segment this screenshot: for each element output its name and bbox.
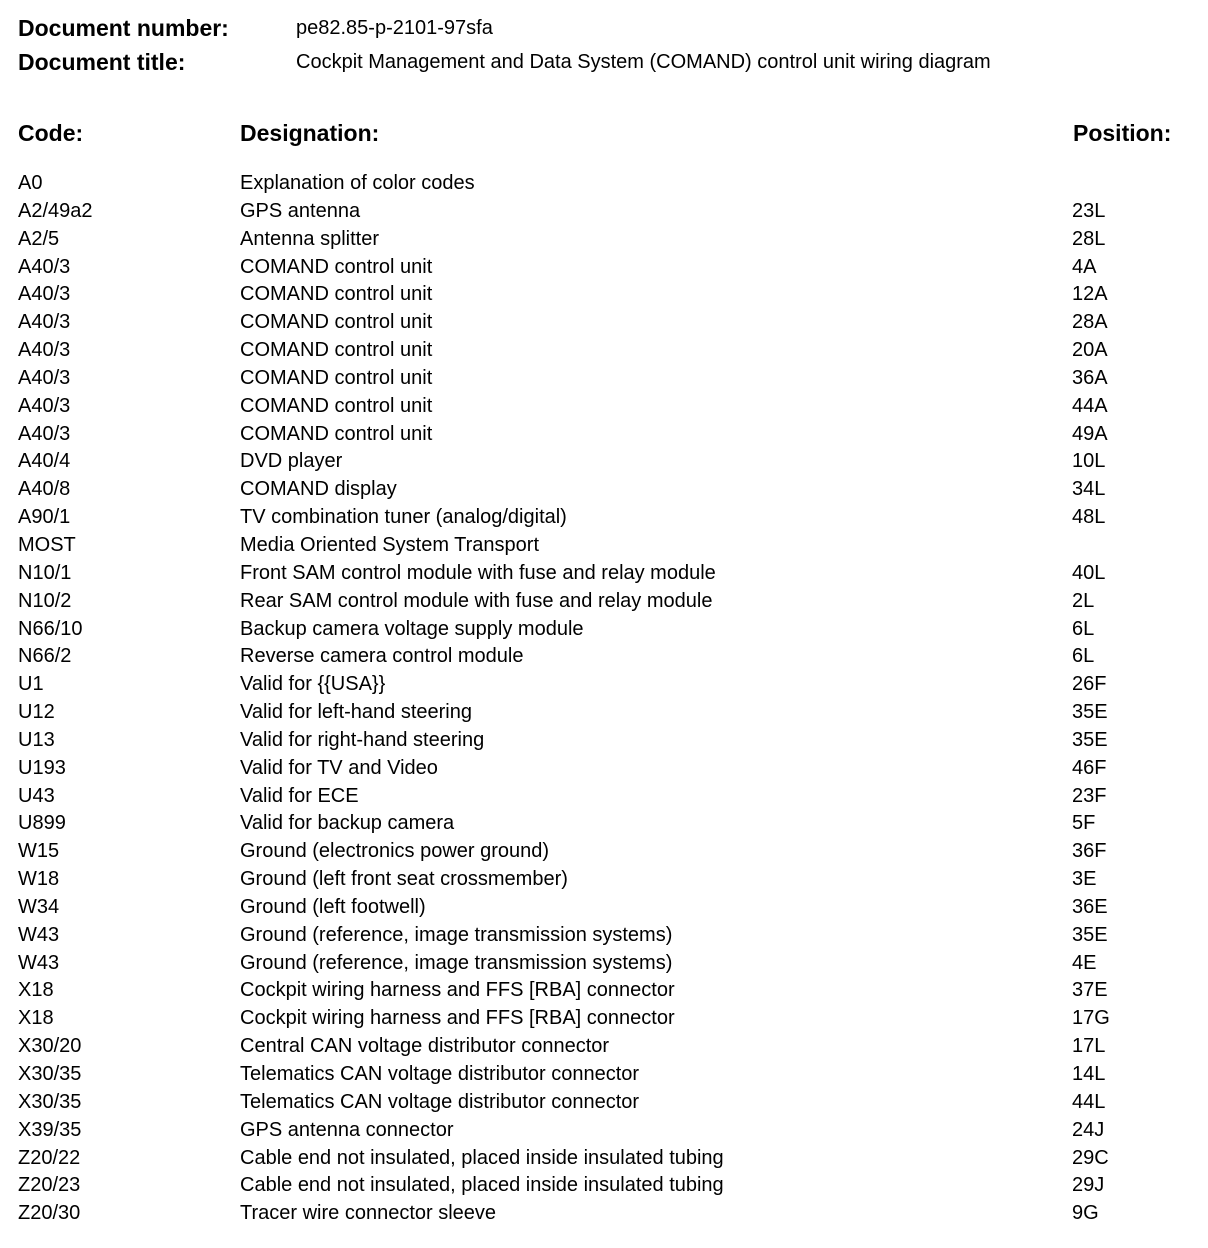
table-row <box>0 560 1208 588</box>
table-row <box>0 476 1208 504</box>
table-row <box>0 810 1208 838</box>
designation-cell: Ground (reference, image transmission systems) <box>240 951 673 974</box>
code-cell: W15 <box>18 840 60 863</box>
code-cell: N10/2 <box>18 589 72 612</box>
code-cell: W18 <box>18 868 60 891</box>
table-row <box>0 226 1208 254</box>
code-cell: A40/3 <box>18 394 71 417</box>
code-cell: A2/5 <box>18 227 60 250</box>
document-title-row <box>18 45 1198 79</box>
position-cell: 14L <box>1072 1063 1106 1085</box>
position-cell: 35E <box>1072 728 1108 751</box>
position-cell: 34L <box>1072 478 1106 501</box>
code-cell: U1 <box>18 673 44 696</box>
designation-cell: COMAND control unit <box>240 255 433 278</box>
designation-cell: Backup camera voltage supply module <box>240 617 584 640</box>
position-cell: 23F <box>1072 784 1107 807</box>
table-row <box>0 866 1208 894</box>
designation-cell: GPS antenna <box>240 199 361 222</box>
position-cell: 29J <box>1072 1174 1105 1197</box>
position-cell: 40L <box>1072 561 1106 584</box>
designation-cell: GPS antenna connector <box>240 1118 454 1141</box>
table-row <box>0 894 1208 922</box>
code-cell: Z20/22 <box>18 1146 81 1169</box>
table-row <box>0 671 1208 699</box>
position-cell: 12A <box>1072 283 1108 306</box>
code-column-header: Code: <box>18 120 84 146</box>
code-cell: U43 <box>18 784 55 807</box>
code-cell: A40/4 <box>18 450 71 473</box>
position-cell: 23L <box>1072 199 1106 222</box>
designation-cell: Valid for {{USA}} <box>240 673 386 696</box>
code-cell: X30/35 <box>18 1063 82 1085</box>
table-row <box>0 699 1208 727</box>
table-row <box>0 1172 1208 1200</box>
designation-cell: Central CAN voltage distributor connector <box>240 1035 610 1058</box>
position-cell: 28L <box>1072 227 1106 250</box>
designation-cell: Valid for backup camera <box>240 812 455 835</box>
table-row <box>0 393 1208 421</box>
position-cell: 26F <box>1072 673 1107 696</box>
table-row <box>0 643 1208 671</box>
designation-cell: Valid for left-hand steering <box>240 701 472 724</box>
designation-cell: COMAND control unit <box>240 366 433 389</box>
designation-cell: Front SAM control module with fuse and relay module <box>240 561 716 584</box>
code-cell: A40/8 <box>18 478 71 501</box>
table-row <box>0 1200 1208 1228</box>
designation-cell: COMAND control unit <box>240 394 433 417</box>
position-cell: 24J <box>1072 1118 1105 1141</box>
position-cell: 49A <box>1072 422 1108 445</box>
position-cell: 4A <box>1072 255 1097 278</box>
position-cell: 20A <box>1072 339 1108 362</box>
table-row <box>0 504 1208 532</box>
table-row <box>0 922 1208 950</box>
code-cell: Z20/30 <box>18 1202 81 1225</box>
code-cell: A40/3 <box>18 255 71 278</box>
designation-cell: Valid for right-hand steering <box>240 728 485 751</box>
table-row <box>0 727 1208 755</box>
table-row <box>0 977 1208 1005</box>
table-row <box>0 170 1208 198</box>
designation-cell: Explanation of color codes <box>240 172 475 194</box>
position-cell: 48L <box>1072 506 1106 529</box>
position-cell: 6L <box>1072 617 1095 640</box>
position-cell: 44A <box>1072 394 1108 417</box>
designation-cell: Antenna splitter <box>240 227 379 250</box>
designation-cell: Valid for ECE <box>240 784 359 807</box>
designation-cell: Cockpit wiring harness and FFS [RBA] connector <box>240 1007 675 1030</box>
code-cell: MOST <box>18 533 76 556</box>
code-cell: X18 <box>18 1007 54 1030</box>
position-cell: 5F <box>1072 812 1096 835</box>
table-row <box>0 1145 1208 1173</box>
code-cell: W43 <box>18 951 60 974</box>
position-cell: 6L <box>1072 645 1095 668</box>
table-row <box>0 616 1208 644</box>
table-row <box>0 1089 1208 1117</box>
designation-cell: COMAND control unit <box>240 311 433 334</box>
code-cell: X39/35 <box>18 1118 82 1141</box>
table-row <box>0 588 1208 616</box>
position-cell: 35E <box>1072 923 1108 946</box>
designation-cell: Ground (reference, image transmission systems) <box>240 923 673 946</box>
document-number-value: pe82.85-p-2101-97sfa <box>296 17 493 39</box>
document-number-label: Document number: <box>18 15 229 41</box>
table-row <box>0 309 1208 337</box>
table-row <box>0 755 1208 783</box>
designation-cell: Valid for TV and Video <box>240 756 438 779</box>
position-cell: 37E <box>1072 979 1108 1002</box>
position-cell: 4E <box>1072 951 1097 974</box>
designation-cell: COMAND control unit <box>240 283 433 306</box>
designation-cell: Ground (left footwell) <box>240 895 426 918</box>
table-row <box>0 532 1208 560</box>
code-cell: A2/49a2 <box>18 199 93 222</box>
designation-cell: Ground (electronics power ground) <box>240 840 550 863</box>
code-cell: A0 <box>18 172 43 194</box>
position-column-header: Position: <box>1073 120 1172 146</box>
code-cell: U13 <box>18 728 55 751</box>
table-row <box>0 365 1208 393</box>
table-row <box>0 950 1208 978</box>
table-row <box>0 838 1208 866</box>
code-cell: W43 <box>18 923 60 946</box>
code-cell: A90/1 <box>18 506 71 529</box>
table-row <box>0 783 1208 811</box>
position-cell: 3E <box>1072 868 1097 891</box>
designation-cell: Reverse camera control module <box>240 645 524 668</box>
designation-cell: Telematics CAN voltage distributor connector <box>240 1063 640 1085</box>
table-row <box>0 1033 1208 1061</box>
code-cell: A40/3 <box>18 339 71 362</box>
component-table <box>0 170 1208 1228</box>
position-cell: 2L <box>1072 589 1095 612</box>
designation-cell: Rear SAM control module with fuse and relay module <box>240 589 713 612</box>
position-cell: 28A <box>1072 311 1108 334</box>
code-cell: U193 <box>18 756 66 779</box>
code-cell: A40/3 <box>18 311 71 334</box>
code-cell: X30/35 <box>18 1090 82 1113</box>
position-cell: 36A <box>1072 366 1108 389</box>
code-cell: N66/10 <box>18 617 83 640</box>
code-cell: X18 <box>18 979 54 1002</box>
table-row <box>0 1117 1208 1145</box>
designation-cell: COMAND control unit <box>240 422 433 445</box>
position-cell: 29C <box>1072 1146 1109 1169</box>
table-row <box>0 1061 1208 1089</box>
code-cell: A40/3 <box>18 283 71 306</box>
table-row <box>0 448 1208 476</box>
position-cell: 17L <box>1072 1035 1106 1058</box>
table-row <box>0 421 1208 449</box>
table-row <box>0 1005 1208 1033</box>
position-cell: 36F <box>1072 840 1107 863</box>
position-cell: 35E <box>1072 701 1108 724</box>
designation-cell: Media Oriented System Transport <box>240 533 540 556</box>
table-row <box>0 198 1208 226</box>
designation-cell: Telematics CAN voltage distributor connector <box>240 1090 640 1113</box>
position-cell: 17G <box>1072 1007 1110 1030</box>
designation-cell: COMAND display <box>240 478 397 501</box>
position-cell: 36E <box>1072 895 1108 918</box>
code-cell: Z20/23 <box>18 1174 81 1197</box>
code-cell: X30/20 <box>18 1035 82 1058</box>
code-cell: W34 <box>18 895 60 918</box>
designation-cell: COMAND control unit <box>240 339 433 362</box>
position-cell: 44L <box>1072 1090 1106 1113</box>
document-number-row <box>18 11 1198 45</box>
document-title-value: Cockpit Management and Data System (COMAND) control unit wiring diagram <box>296 51 991 73</box>
code-cell: N10/1 <box>18 561 72 584</box>
designation-cell: TV combination tuner (analog/digital) <box>240 506 567 529</box>
table-row <box>0 281 1208 309</box>
designation-cell: Tracer wire connector sleeve <box>240 1202 497 1225</box>
table-header <box>0 116 1208 150</box>
designation-cell: Cable end not insulated, placed inside insulated tubing <box>240 1174 724 1197</box>
code-cell: A40/3 <box>18 366 71 389</box>
designation-cell: Cockpit wiring harness and FFS [RBA] connector <box>240 979 675 1002</box>
table-row <box>0 337 1208 365</box>
code-cell: U899 <box>18 812 66 835</box>
code-cell: A40/3 <box>18 422 71 445</box>
position-cell: 46F <box>1072 756 1107 779</box>
designation-cell: Cable end not insulated, placed inside insulated tubing <box>240 1146 724 1169</box>
code-cell: N66/2 <box>18 645 72 668</box>
code-cell: U12 <box>18 701 55 724</box>
designation-cell: Ground (left front seat crossmember) <box>240 868 568 891</box>
designation-cell: DVD player <box>240 450 343 473</box>
designation-column-header: Designation: <box>240 120 380 146</box>
table-row <box>0 254 1208 282</box>
position-cell: 10L <box>1072 450 1106 473</box>
position-cell: 9G <box>1072 1202 1099 1225</box>
document-title-label: Document title: <box>18 49 186 75</box>
